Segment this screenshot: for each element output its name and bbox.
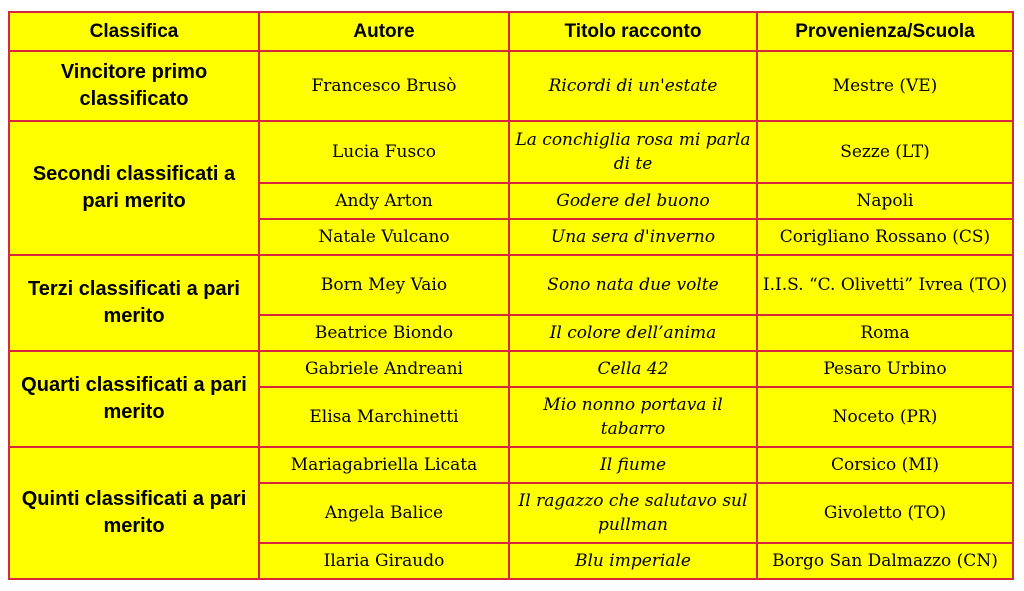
header-titolo: Titolo racconto [509,12,757,51]
origin-cell: Corsico (MI) [757,447,1013,483]
title-cell: Mio nonno portava il tabarro [509,387,757,447]
title-cell: Cella 42 [509,351,757,387]
origin-cell: Pesaro Urbino [757,351,1013,387]
rank-cell: Quinti classificati a pari merito [9,447,259,579]
origin-cell: I.I.S. “C. Olivetti” Ivrea (TO) [757,255,1013,315]
table-row [9,351,1013,387]
author-cell: Lucia Fusco [259,121,509,183]
title-cell: Il ragazzo che salutavo sul pullman [509,483,757,543]
origin-cell: Givoletto (TO) [757,483,1013,543]
rank-cell: Terzi classificati a pari merito [9,255,259,351]
title-cell: Una sera d'inverno [509,219,757,255]
rank-cell: Secondi classificati a pari merito [9,121,259,255]
origin-cell: Borgo San Dalmazzo (CN) [757,543,1013,579]
origin-cell: Corigliano Rossano (CS) [757,219,1013,255]
title-cell: Ricordi di un'estate [509,51,757,121]
author-cell: Mariagabriella Licata [259,447,509,483]
author-cell: Angela Balice [259,483,509,543]
origin-cell: Sezze (LT) [757,121,1013,183]
title-cell: La conchiglia rosa mi parla di te [509,121,757,183]
table-row [9,447,1013,483]
author-cell: Ilaria Giraudo [259,543,509,579]
author-cell: Andy Arton [259,183,509,219]
title-cell: Il colore dell’anima [509,315,757,351]
author-cell: Born Mey Vaio [259,255,509,315]
origin-cell: Mestre (VE) [757,51,1013,121]
results-table [8,11,1014,580]
author-cell: Elisa Marchinetti [259,387,509,447]
title-cell: Sono nata due volte [509,255,757,315]
origin-cell: Noceto (PR) [757,387,1013,447]
author-cell: Francesco Brusò [259,51,509,121]
author-cell: Beatrice Biondo [259,315,509,351]
header-row [9,12,1013,51]
title-cell: Blu imperiale [509,543,757,579]
origin-cell: Napoli [757,183,1013,219]
table-row [9,255,1013,315]
rank-cell: Vincitore primo classificato [9,51,259,121]
header-autore: Autore [259,12,509,51]
header-classifica: Classifica [9,12,259,51]
table-row [9,51,1013,121]
table-row [9,121,1013,183]
title-cell: Il fiume [509,447,757,483]
rank-cell: Quarti classificati a pari merito [9,351,259,447]
origin-cell: Roma [757,315,1013,351]
title-cell: Godere del buono [509,183,757,219]
author-cell: Gabriele Andreani [259,351,509,387]
header-provenienza: Provenienza/Scuola [757,12,1013,51]
author-cell: Natale Vulcano [259,219,509,255]
